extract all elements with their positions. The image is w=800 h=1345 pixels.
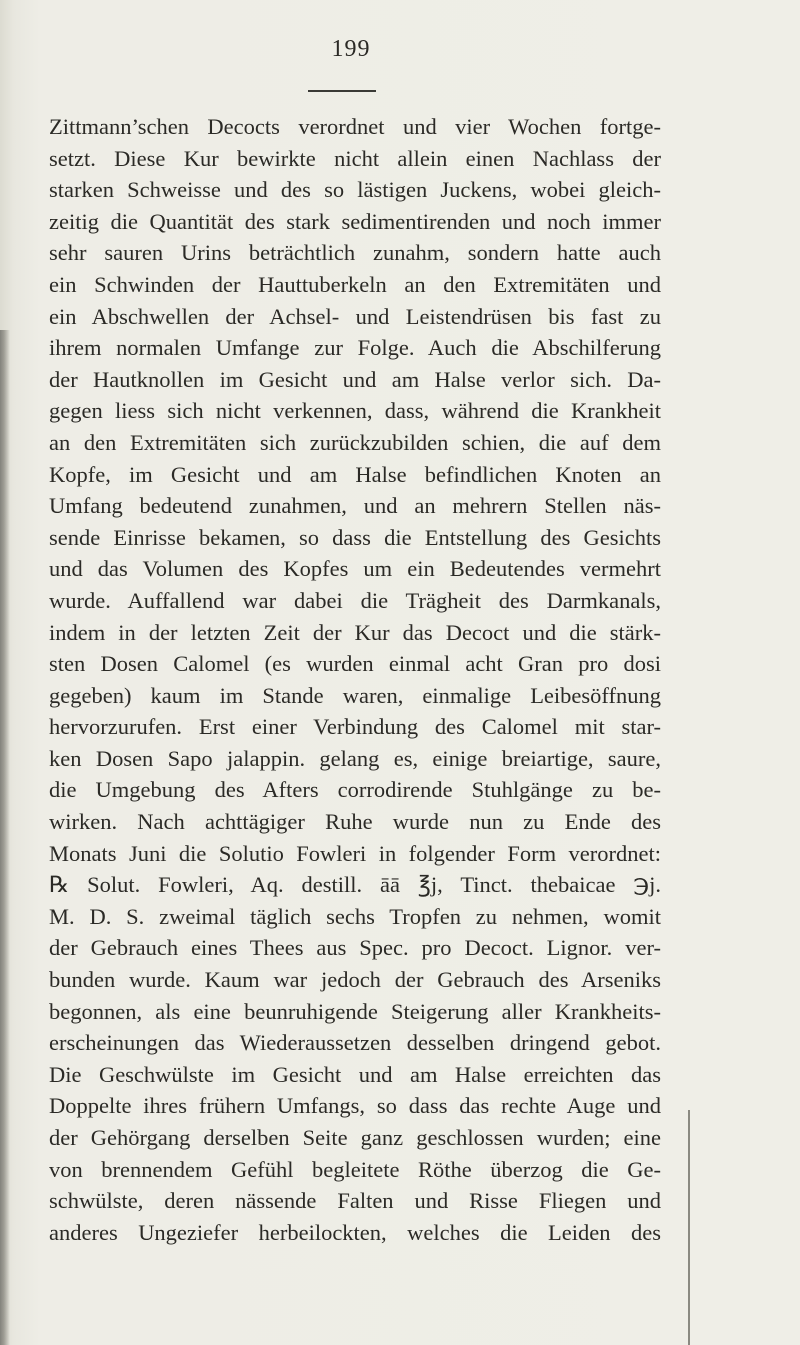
text-line: hervorzurufen. Erst einer Verbindung des Calomel mit star-	[49, 714, 661, 740]
text-line: Zittmann’schen Decocts verordnet und vier Wochen fortge-	[49, 114, 661, 139]
text-line: ihrem normalen Umfange zur Folge. Auch die Abschilferung	[49, 335, 661, 361]
text-line: sende Einrisse bekamen, so dass die Entstellung des Gesichts	[49, 524, 661, 550]
text-line: Doppelte ihres frühern Umfangs, so dass das rechte Auge und	[49, 1093, 661, 1119]
text-line: die Umgebung des Afters corrodirende Stuhlgänge zu be-	[49, 777, 661, 803]
book-gutter-shadow	[0, 330, 10, 1345]
text-line: der Gebrauch eines Thees aus Spec. pro Decoct. Lignor. ver-	[49, 935, 661, 961]
body-text	[49, 111, 661, 1248]
page-edge-line	[688, 1110, 690, 1345]
page-number: 199	[331, 36, 371, 62]
text-line: begonnen, als eine beunruhigende Steigerung aller Krankheits-	[49, 998, 661, 1024]
text-line: von brennendem Gefühl begleitete Röthe überzog die Ge-	[49, 1156, 661, 1182]
text-line: wirken. Nach achttägiger Ruhe wurde nun zu Ende des	[49, 809, 661, 835]
text-line: sten Dosen Calomel (es wurden einmal acht Gran pro dosi	[49, 651, 661, 677]
text-line: zeitig die Quantität des stark sedimentirenden und noch immer	[49, 208, 661, 234]
prescription-line: ℞ Solut. Fowleri, Aq. destill. āā ℥j, Tinct. thebaicae ℈j.	[49, 872, 661, 898]
text-line: und das Volumen des Kopfes um ein Bedeutendes vermehrt	[49, 556, 661, 582]
text-line: an den Extremitäten sich zurückzubilden schien, die auf dem	[49, 429, 661, 455]
text-line: gegeben) kaum im Stande waren, einmalige Leibesöffnung	[49, 682, 661, 708]
text-line: wurde. Auffallend war dabei die Trägheit des Darmkanals,	[49, 587, 661, 613]
text-line: indem in der letzten Zeit der Kur das Decoct und die stärk-	[49, 619, 661, 645]
text-line: der Hautknollen im Gesicht und am Halse verlor sich. Da-	[49, 366, 661, 392]
text-line: setzt. Diese Kur bewirkte nicht allein einen Nachlass der	[49, 145, 661, 171]
text-line: gegen liess sich nicht verkennen, dass, während die Krankheit	[49, 398, 661, 424]
text-line: Umfang bedeutend zunahmen, und an mehrern Stellen näs-	[49, 493, 661, 519]
text-line: Monats Juni die Solutio Fowleri in folgender Form verordnet:	[49, 840, 661, 866]
text-line: sehr sauren Urins beträchtlich zunahm, sondern hatte auch	[49, 240, 661, 266]
text-line: anderes Ungeziefer herbeilockten, welches die Leiden des	[49, 1219, 661, 1245]
page-number-underline	[308, 90, 376, 92]
text-line: erscheinungen das Wiederaussetzen desselben dringend gebot.	[49, 1030, 661, 1056]
text-line: ein Abschwellen der Achsel- und Leistendrüsen bis fast zu	[49, 303, 661, 329]
text-line: ken Dosen Sapo jalappin. gelang es, einige breiartige, saure,	[49, 745, 661, 771]
text-line: starken Schweisse und des so lästigen Juckens, wobei gleich-	[49, 177, 661, 203]
text-line: ein Schwinden der Hauttuberkeln an den Extremitäten und	[49, 271, 661, 297]
text-line: Kopfe, im Gesicht und am Halse befindlichen Knoten an	[49, 461, 661, 487]
text-line: bunden wurde. Kaum war jedoch der Gebrauch des Arseniks	[49, 967, 661, 993]
text-line: der Gehörgang derselben Seite ganz geschlossen wurden; eine	[49, 1125, 661, 1150]
text-line: M. D. S. zweimal täglich sechs Tropfen zu nehmen, womit	[49, 903, 661, 929]
text-line: schwülste, deren nässende Falten und Risse Fliegen und	[49, 1188, 661, 1214]
text-line: Die Geschwülste im Gesicht und am Halse erreichten das	[49, 1061, 661, 1087]
